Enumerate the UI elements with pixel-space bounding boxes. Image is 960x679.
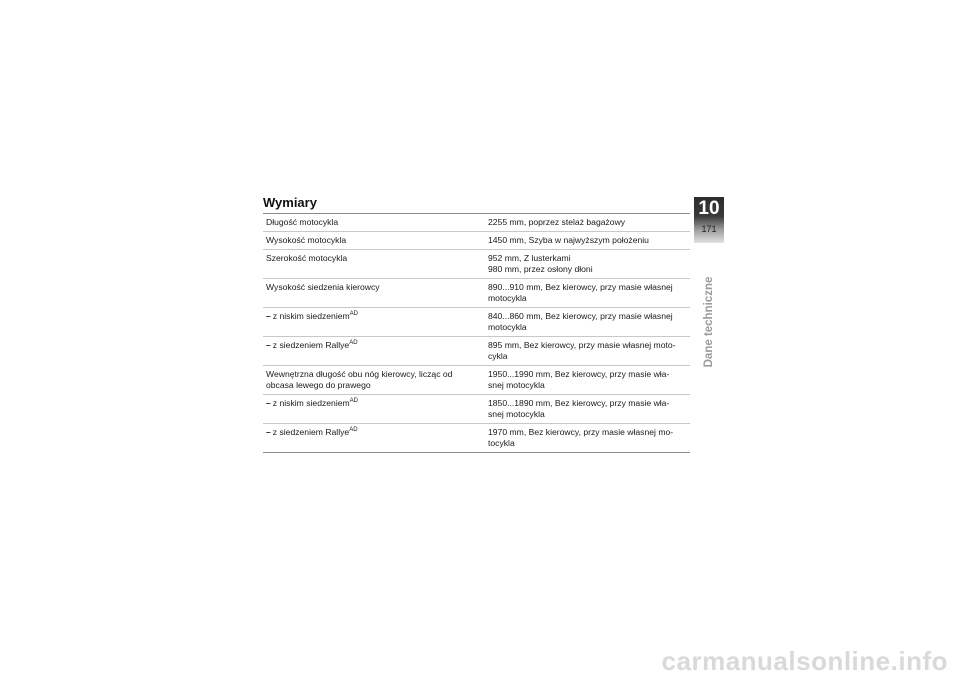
dash-bullet: –: [266, 398, 271, 408]
row-label: [263, 366, 484, 395]
row-value: [484, 214, 690, 232]
row-value-text: 2255 mm, poprzez stelaż bagażowy: [488, 217, 626, 227]
dash-bullet: –: [266, 340, 271, 350]
row-value: [484, 232, 690, 250]
row-label: [263, 279, 484, 308]
option-superscript: AD: [349, 398, 359, 405]
row-value: [484, 250, 690, 279]
chapter-number: 10: [698, 198, 720, 219]
row-value-text: 952 mm, Z lusterkami: [488, 253, 571, 263]
chapter-name: Dane techniczne: [703, 276, 715, 368]
row-value-text: 1950...1990 mm, Bez kierowcy, przy masie wła-: [488, 369, 670, 379]
row-label-text: z siedzeniem Rallye: [272, 427, 350, 437]
table-row: [263, 366, 690, 395]
dash-bullet: –: [266, 427, 271, 437]
table-row: [263, 424, 690, 453]
row-value-text: 1970 mm, Bez kierowcy, przy masie własnej mo-: [488, 427, 674, 437]
row-label-text: Wysokość siedzenia kierowcy: [266, 282, 380, 292]
row-value: [484, 337, 690, 366]
dimensions-table: [263, 213, 690, 453]
table-row: [263, 279, 690, 308]
row-value: [484, 308, 690, 337]
row-label-text: Szerokość motocykla: [266, 253, 348, 263]
option-superscript: AD: [349, 311, 359, 318]
row-value-text: motocykla: [488, 293, 527, 303]
page-number: 171: [701, 224, 717, 234]
row-label: [263, 214, 484, 232]
row-label: [263, 308, 484, 337]
row-label: [263, 337, 484, 366]
row-label-text: z niskim siedzeniem: [272, 398, 350, 408]
row-label: [263, 232, 484, 250]
row-label: [263, 250, 484, 279]
row-value-text: motocykla: [488, 322, 527, 332]
section-title: Wymiary: [263, 195, 317, 210]
row-value-text: snej motocykla: [488, 409, 545, 419]
row-label: [263, 424, 484, 453]
row-value-text: tocykla: [488, 438, 515, 448]
row-value: [484, 279, 690, 308]
row-label-text: Wewnętrzna długość obu nóg kierowcy, licząc od: [266, 369, 453, 379]
chapter-side-label: [700, 275, 718, 369]
row-label-text: Wysokość motocykla: [266, 235, 347, 245]
row-value: [484, 366, 690, 395]
row-value: [484, 395, 690, 424]
table-row: [263, 232, 690, 250]
row-value-text: snej motocykla: [488, 380, 545, 390]
row-value-text: 840...860 mm, Bez kierowcy, przy masie własnej: [488, 311, 673, 321]
row-value-text: cykla: [488, 351, 508, 361]
table-row: [263, 308, 690, 337]
row-value-text: 1450 mm, Szyba w najwyższym położeniu: [488, 235, 649, 245]
row-label: [263, 395, 484, 424]
option-superscript: AD: [349, 340, 358, 347]
watermark: carmanualsonline.info: [661, 646, 948, 676]
option-superscript: AD: [349, 427, 358, 434]
row-value-text: 980 mm, przez osłony dłoni: [488, 264, 593, 274]
table-row: [263, 337, 690, 366]
row-label-text: Długość motocykla: [266, 217, 339, 227]
row-value-text: 890...910 mm, Bez kierowcy, przy masie własnej: [488, 282, 673, 292]
row-value: [484, 424, 690, 453]
table-row: [263, 395, 690, 424]
table-row: [263, 250, 690, 279]
dimensions-table-body: [263, 214, 690, 453]
row-value-text: 895 mm, Bez kierowcy, przy masie własnej moto-: [488, 340, 676, 350]
row-value-text: 1850...1890 mm, Bez kierowcy, przy masie wła-: [488, 398, 670, 408]
dash-bullet: –: [266, 311, 271, 321]
table-row: [263, 214, 690, 232]
row-label-text: z niskim siedzeniem: [272, 311, 350, 321]
row-label-text: obcasa lewego do prawego: [266, 380, 371, 390]
row-label-text: z siedzeniem Rallye: [272, 340, 350, 350]
chapter-tab: [694, 197, 724, 243]
